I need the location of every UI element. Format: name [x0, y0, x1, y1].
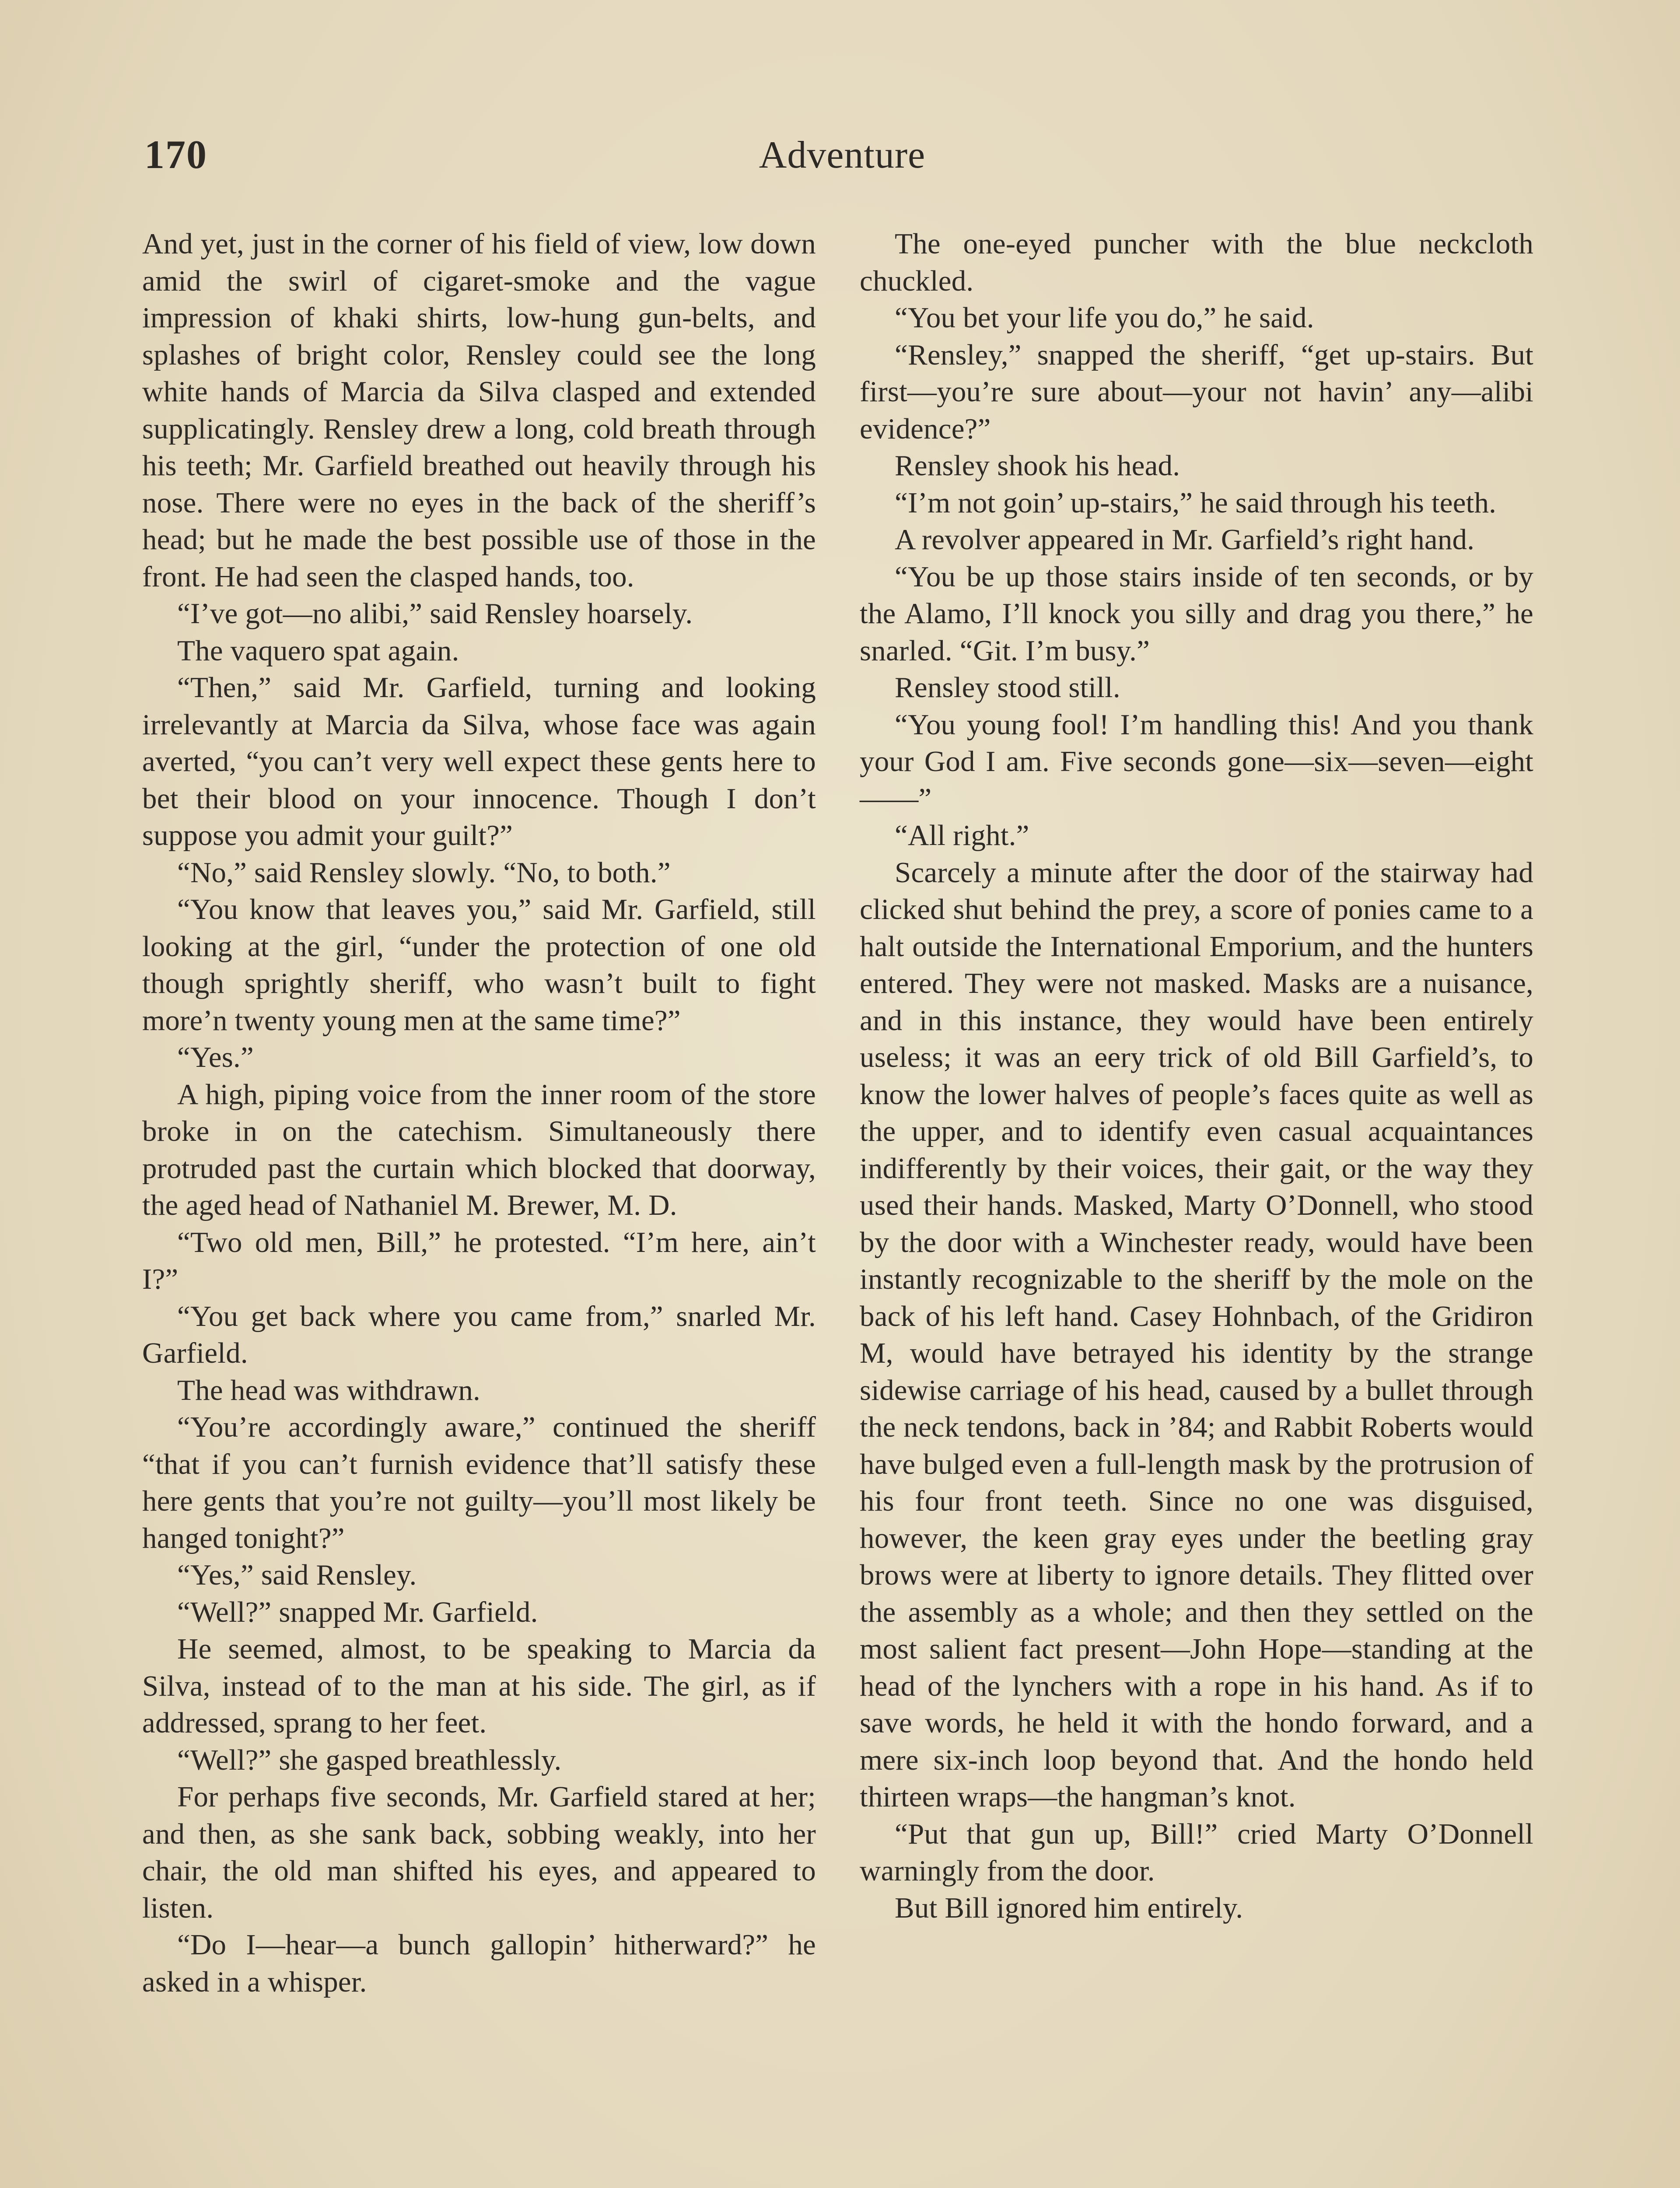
- paragraph: “You young fool! I’m handling this! And you thank your God I am. Five seconds gone—six—seven—eight——”: [860, 708, 1533, 815]
- page-number: 170: [144, 132, 207, 177]
- paragraph: The head was withdrawn.: [177, 1374, 480, 1406]
- paragraph: “Yes,” said Rensley.: [177, 1559, 417, 1591]
- paragraph: And yet, just in the corner of his field of view, low down amid the swirl of cigaret-smoke and the vague impression of khaki shirts, low-hung gun-belts, and splashes of bright color, Rensley could see the long white hands of Marcia da Silva clasped and extended supplicatingly. Rensley drew a long, cold breath through his teeth; Mr. Garfield breathed out heavily through his nose. There were no eyes in the back of the sheriff’s head; but he made the best possible use of those in the front. He had seen the clasped hands, too.: [142, 228, 816, 593]
- paragraph: “Do I—hear—a bunch gallopin’ hitherward?” he asked in a whisper.: [142, 1929, 816, 1998]
- paragraph: For perhaps five seconds, Mr. Garfield stared at her; and then, as she sank back, sobbing weakly, into her chair, the old man shifted his eyes, and appeared to listen.: [142, 1781, 816, 1924]
- right-column: [860, 225, 1533, 1926]
- page-header: [144, 131, 1540, 188]
- paragraph: The one-eyed puncher with the blue neckcloth chuckled.: [860, 228, 1533, 297]
- paragraph: “You know that leaves you,” said Mr. Garfield, still looking at the girl, “under the protection of one old though sprightly sheriff, who wasn’t built to fight more’n twenty young men at the same time?”: [142, 893, 816, 1037]
- paragraph: “You be up those stairs inside of ten seconds, or by the Alamo, I’ll knock you silly and drag you there,” he snarled. “Git. I’m busy.”: [860, 560, 1533, 667]
- left-column: [142, 225, 816, 2000]
- paragraph: Rensley stood still.: [895, 671, 1120, 704]
- running-title: Adventure: [759, 134, 926, 176]
- paragraph: A revolver appeared in Mr. Garfield’s right hand.: [895, 523, 1475, 556]
- paragraph: “You bet your life you do,” he said.: [895, 302, 1314, 334]
- paragraph: Scarcely a minute after the door of the stairway had clicked shut behind the prey, a score of ponies came to a halt outside the International Emporium, and the hunters entered. They were not masked. Masks are a nuisance, and in this instance, they would have been entirely useless; it was an eery trick of old Bill Garfield’s, to know the lower halves of people’s faces quite as well as the upper, and to identify even casual acquaintances indifferently by their voices, their gait, or the way they used their hands. Masked, Marty O’Donnell, who stood by the door with a Winchester ready, would have been instantly recognizable to the sheriff by the mole on the back of his left hand. Casey Hohnbach, of the Gridiron M, would have betrayed his identity by the strange sidewise carriage of his head, caused by a bullet through the neck tendons, back in ’84; and Rabbit Roberts would have bulged even a full-length mask by the protrusion of his four front teeth. Since no one was disguised, however, the keen gray eyes under the beetling gray brows were at liberty to ignore details. They flitted over the assembly as a whole; and then they settled on the most salient fact present—John Hope—standing at the head of the lynchers with a rope in his hand. As if to save words, he held it with the hondo forward, and a mere six-inch loop beyond that. And the hondo held thirteen wraps—the hangman’s knot.: [860, 856, 1533, 1813]
- paragraph: A high, piping voice from the inner room of the store broke in on the catechism. Simultaneously there protruded past the curtain which blocked that doorway, the aged head of Nathaniel M. Brewer, M. D.: [142, 1078, 816, 1221]
- paragraph: “I’m not goin’ up-stairs,” he said through his teeth.: [895, 486, 1497, 519]
- paragraph: Rensley shook his head.: [895, 449, 1180, 482]
- paragraph: “You get back where you came from,” snarled Mr. Garfield.: [142, 1300, 816, 1369]
- paragraph: “All right.”: [895, 819, 1029, 852]
- paragraph: But Bill ignored him entirely.: [895, 1891, 1243, 1924]
- paragraph: “No,” said Rensley slowly. “No, to both.”: [177, 856, 671, 889]
- paragraph: “I’ve got—no alibi,” said Rensley hoarsely.: [177, 597, 693, 630]
- paragraph: “Well?” she gasped breathlessly.: [177, 1743, 562, 1776]
- paragraph: The vaquero spat again.: [177, 634, 459, 667]
- paragraph: “Two old men, Bill,” he protested. “I’m here, ain’t I?”: [142, 1226, 816, 1295]
- paragraph: “Rensley,” snapped the sheriff, “get up-stairs. But first—you’re sure about—your not havin’ any—alibi evidence?”: [860, 338, 1533, 445]
- paragraph: “Well?” snapped Mr. Garfield.: [177, 1595, 538, 1628]
- paragraph: “Put that gun up, Bill!” cried Marty O’Donnell warningly from the door.: [860, 1817, 1533, 1887]
- paragraph: “You’re accordingly aware,” continued the sheriff “that if you can’t furnish evidence that’ll satisfy these here gents that you’re not guilty—you’ll most likely be hanged tonight?”: [142, 1411, 816, 1554]
- paragraph: He seemed, almost, to be speaking to Marcia da Silva, instead of to the man at his side. The girl, as if addressed, sprang to her feet.: [142, 1633, 816, 1739]
- paragraph: “Then,” said Mr. Garfield, turning and looking irrelevantly at Marcia da Silva, whose face was again averted, “you can’t very well expect these gents here to bet their blood on your innocence. Though I don’t suppose you admit your guilt?”: [142, 671, 816, 852]
- paragraph: “Yes.”: [177, 1041, 254, 1073]
